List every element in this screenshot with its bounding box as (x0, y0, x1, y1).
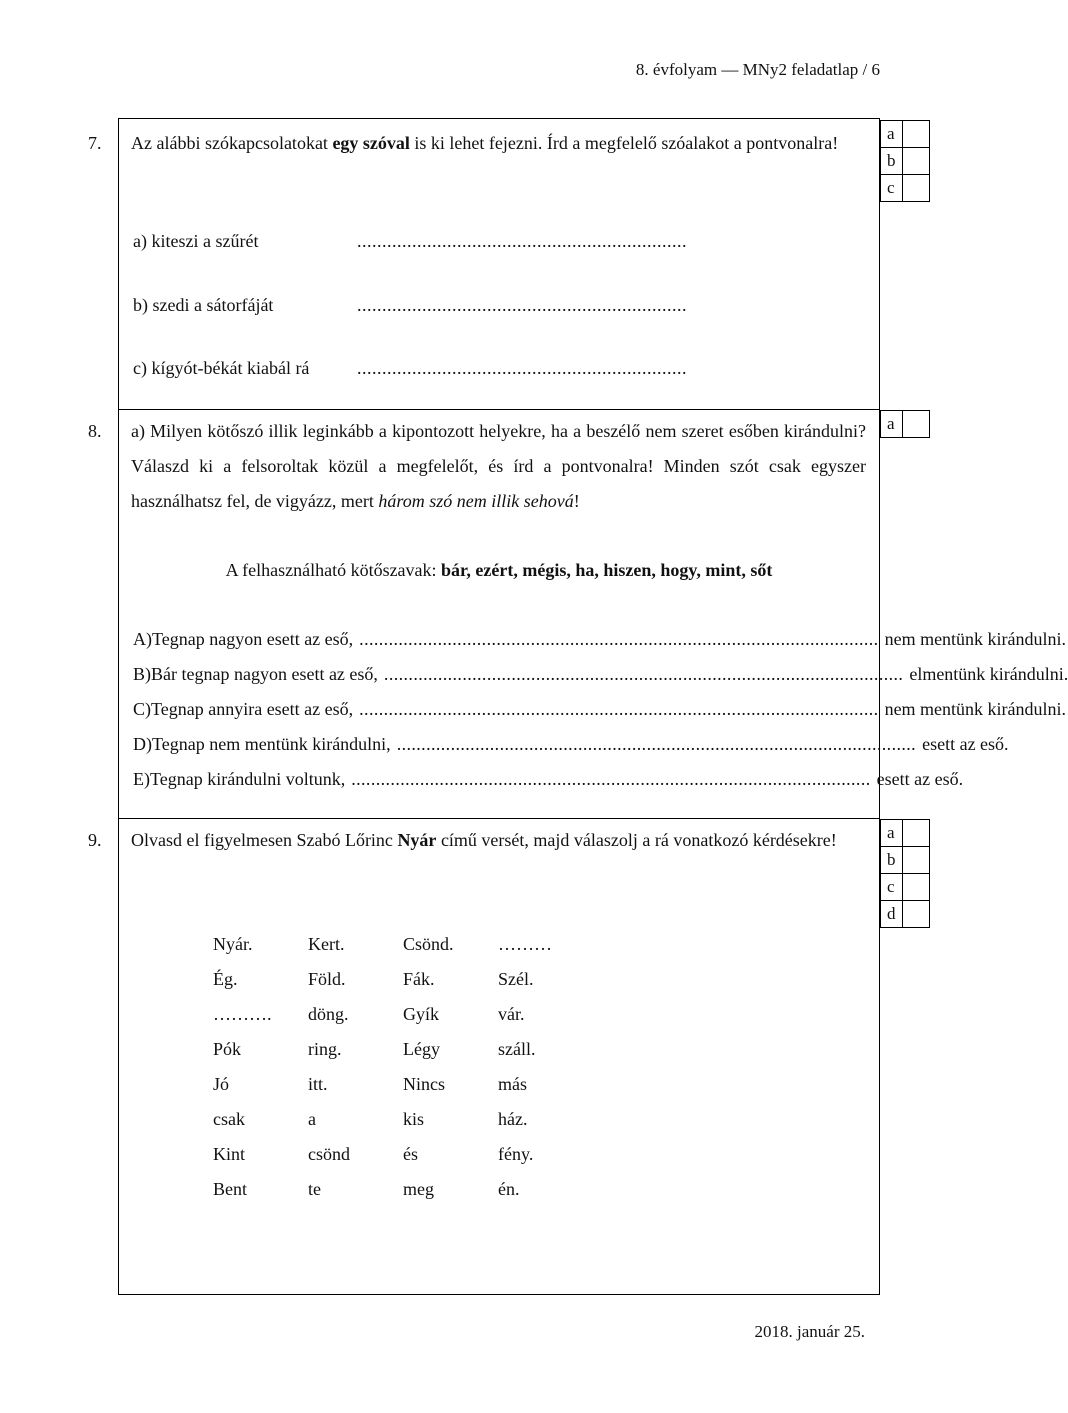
page-footer-date: 2018. január 25. (754, 1322, 865, 1341)
q7-item-c (133, 358, 309, 379)
q7-answer-line-b[interactable]: .................................................................. (357, 295, 687, 315)
q7-score-cell-a (903, 121, 930, 148)
q8-intro-italic: három szó nem illik sehová (378, 491, 574, 511)
poem-word: Pók (213, 1039, 242, 1059)
q7-answer-line-a[interactable]: .................................................................. (357, 231, 687, 251)
q8-sentence-d-pre: Tegnap nem mentünk kirándulni, (152, 734, 391, 754)
poem-line (213, 1067, 593, 1102)
q8-sentence-e-post: esett az eső. (876, 769, 964, 789)
q9-intro-post: című versét, majd válaszolj a rá vonatkozó kérdésekre! (440, 830, 837, 850)
q7-item-b-label: b) (133, 295, 148, 315)
q8-sentence-d-blank[interactable]: .......................................................................................................... (396, 734, 917, 754)
q8-sentence-b-post: elmentünk kirándulni. (909, 664, 1068, 684)
q8-wordlist-words: bár, ezért, mégis, ha, hiszen, hogy, mint, sőt (441, 560, 773, 580)
q8-wordlist (118, 560, 880, 581)
q8-sentence-a-label: A) (133, 629, 152, 649)
poem-word: Légy (403, 1039, 440, 1059)
poem-word: te (308, 1179, 321, 1199)
poem-word: Nincs (403, 1074, 445, 1094)
q7-answer-line-c[interactable]: .................................................................. (357, 358, 687, 378)
question-9-number: 9. (88, 830, 102, 850)
poem-word: Föld. (308, 969, 346, 989)
poem-word: Ég. (213, 969, 238, 989)
q7-item-a-text: kiteszi a szűrét (151, 231, 259, 251)
poem-nyar (213, 927, 593, 1207)
q7-item-c-text: kígyót-békát kiabál rá (151, 358, 310, 378)
poem-word: Szél. (498, 969, 534, 989)
q8-sentence-d-label: D) (133, 734, 152, 754)
q8-sentence-c-post: nem mentünk kirándulni. (884, 699, 1067, 719)
poem-word: ház. (498, 1109, 528, 1129)
q9-intro-pre: Olvasd el figyelmesen Szabó Lőrinc (131, 830, 393, 850)
q7-item-a (133, 231, 258, 252)
poem-word: én. (498, 1179, 520, 1199)
q9-score-cell-a (903, 820, 930, 847)
q7-item-b (133, 295, 273, 316)
q8-sentence-e-blank[interactable]: .......................................................................................................... (351, 769, 871, 789)
q9-score-label-a: a (881, 820, 903, 847)
q7-score-label-b: b (881, 148, 903, 175)
q9-intro-bold: Nyár (397, 830, 437, 850)
poem-word: Csönd. (403, 934, 454, 954)
q9-score-label-b: b (881, 847, 903, 874)
q9-score-cell-b (903, 847, 930, 874)
poem-word: Fák. (403, 969, 435, 989)
q9-score-cell-c (903, 874, 930, 901)
q7-item-c-label: c) (133, 358, 147, 378)
poem-line (213, 1102, 593, 1137)
q7-item-a-label: a) (133, 231, 147, 251)
poem-word: ring. (308, 1039, 342, 1059)
poem-blank[interactable]: ………. (213, 1004, 272, 1024)
q9-score-cell-d (903, 901, 930, 928)
q9-score-label-c: c (881, 874, 903, 901)
poem-line (213, 927, 593, 962)
page-header: 8. évfolyam — MNy2 feladatlap / 6 (635, 60, 880, 79)
poem-word: meg (403, 1179, 434, 1199)
poem-word: kis (403, 1109, 425, 1129)
q7-score-cell-b (903, 148, 930, 175)
q8-wordlist-label: A felhasználható kötőszavak: (225, 560, 437, 580)
poem-word: más (498, 1074, 527, 1094)
q8-sentence-a-post: nem mentünk kirándulni. (884, 629, 1067, 649)
q7-item-b-text: szedi a sátorfáját (152, 295, 274, 315)
q7-score-label-c: c (881, 175, 903, 202)
poem-line (213, 1172, 593, 1207)
poem-word: csak (213, 1109, 245, 1129)
question-9-instruction (131, 823, 866, 858)
q8-sentence-e (133, 769, 964, 790)
q7-intro-pre: Az alábbi szókapcsolatokat (131, 133, 328, 153)
q8-sentence-a-blank[interactable]: .......................................................................................................... (359, 629, 879, 649)
poem-line (213, 1137, 593, 1172)
q8-sentence-c-blank[interactable]: .......................................................................................................... (359, 699, 879, 719)
q8-sentence-c-label: C) (133, 699, 151, 719)
poem-word: Gyík (403, 1004, 439, 1024)
question-7-instruction (131, 126, 866, 161)
q7-score-boxes (880, 120, 930, 202)
poem-word: száll. (498, 1039, 536, 1059)
q8-sentence-e-label: E) (133, 769, 150, 789)
poem-blank[interactable]: ……… (498, 934, 552, 954)
q8-sentence-e-pre: Tegnap kirándulni voltunk, (150, 769, 346, 789)
q7-intro-bold: egy szóval (332, 133, 410, 153)
poem-line (213, 1032, 593, 1067)
question-7-number: 7. (88, 133, 102, 153)
q8-sentence-c-pre: Tegnap annyira esett az eső, (151, 699, 354, 719)
poem-word: döng. (308, 1004, 349, 1024)
poem-word: Nyár. (213, 934, 253, 954)
question-8-number: 8. (88, 421, 102, 441)
poem-word: vár. (498, 1004, 525, 1024)
poem-word: itt. (308, 1074, 328, 1094)
q8-score-label-a: a (881, 411, 903, 438)
q8-sentence-a-pre: Tegnap nagyon esett az eső, (152, 629, 354, 649)
poem-word: Kert. (308, 934, 345, 954)
q8-sentence-b-label: B) (133, 664, 151, 684)
q8-sentence-d (133, 734, 1009, 755)
q8-sentence-c (133, 699, 1067, 720)
q8-sentence-b-pre: Bár tegnap nagyon esett az eső, (151, 664, 378, 684)
q8-sentence-b-blank[interactable]: .......................................................................................................... (383, 664, 904, 684)
q7-score-cell-c (903, 175, 930, 202)
q8-score-boxes (880, 410, 930, 438)
poem-word: Kint (213, 1144, 246, 1164)
q8-intro-post: ! (573, 491, 580, 511)
q9-score-label-d: d (881, 901, 903, 928)
poem-line (213, 997, 593, 1032)
q8-score-cell-a (903, 411, 930, 438)
q8-sentence-d-post: esett az eső. (922, 734, 1009, 754)
q7-intro-post: is ki lehet fejezni. Írd a megfelelő szóalakot a pontvonalra! (414, 133, 839, 153)
poem-word: és (403, 1144, 418, 1164)
q8-intro-pre: a) Milyen kötőszó illik leginkább a kipontozott helyekre, ha a beszélő nem szeret esőben kirándulni? Válaszd ki a felsoroltak közül a megfelelőt, és írd a pontvonalra! Minden szót csak egyszer használhatsz fel, de vigyázz, mert (131, 421, 866, 511)
question-8-instruction (131, 414, 866, 519)
poem-word: Bent (213, 1179, 247, 1199)
q9-score-boxes (880, 819, 930, 928)
poem-word: a (308, 1109, 316, 1129)
poem-line (213, 962, 593, 997)
q7-score-label-a: a (881, 121, 903, 148)
poem-word: csönd (308, 1144, 350, 1164)
poem-word: Jó (213, 1074, 230, 1094)
poem-word: fény. (498, 1144, 534, 1164)
q8-sentence-a (133, 629, 1067, 650)
q8-sentence-b (133, 664, 1068, 685)
